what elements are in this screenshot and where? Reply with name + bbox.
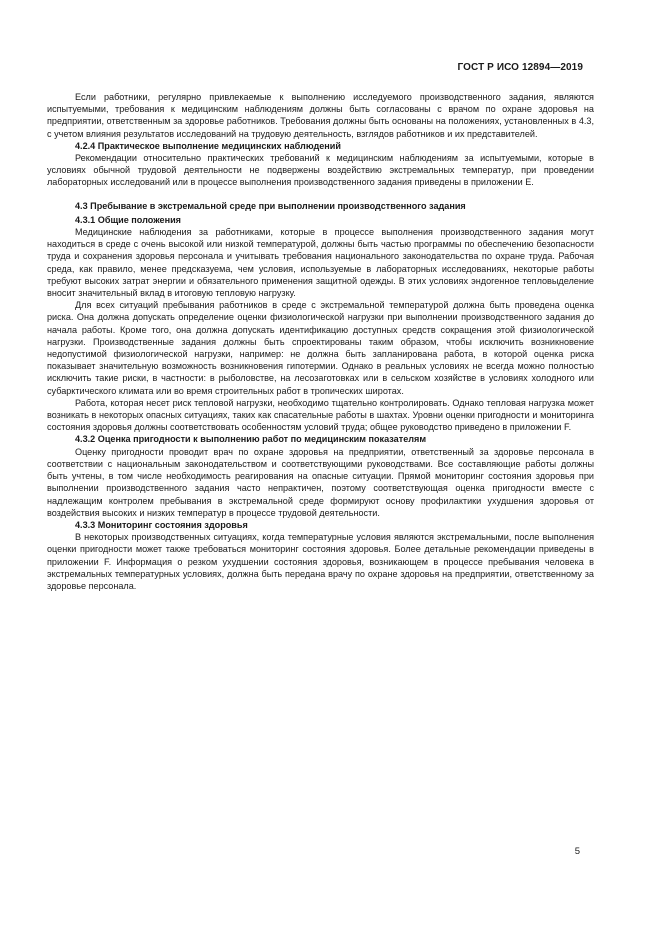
paragraph: В некоторых производственных ситуациях, когда температурные условия являются экстремальными, после выполнения оценки пригодности может также требоваться мониторинг состояния здоровья. Более детальные рекомендации приведены в приложении F. Информация о резком ухудшении состояния здоровья, возникающем в процессе пребывания человека в экстремальных температурных условиях, должна быть передана врачу по охране здоровья на предприятии, ответственному за здоровье персонала. (47, 532, 594, 591)
paragraph: Если работники, регулярно привлекаемые к выполнению исследуемого производственного задания, являются испытуемыми, требования к медицинским наблюдениям должны быть согласованы с врачом по охране здоровья на предприятии, ответственным за здоровье работников. Требования должны быть основаны на положениях, установленных в 4.3, с учетом влияния результатов исследований на трудовую деятельность, взглядов работников и их представителей. (47, 92, 594, 139)
document-body (47, 91, 594, 592)
paragraph: Работа, которая несет риск тепловой нагрузки, необходимо тщательно контролировать. Однако тепловая нагрузка может возникать в некоторых опасных ситуациях, таких как спасательные работы в шахтах. Уровни оценки пригодности и мониторинга состояния здоровья должны соответствовать особенностям условий труда; общее руководство приведено в приложении F. (47, 397, 594, 433)
subsection-heading: 4.3.2 Оценка пригодности к выполнению работ по медицинским показателям (75, 434, 427, 445)
subsection-heading: 4.3.3 Мониторинг состояния здоровья (75, 519, 248, 530)
subsection-heading: 4.2.4 Практическое выполнение медицинских наблюдений (75, 140, 341, 151)
paragraph: Медицинские наблюдения за работниками, которые в процессе выполнения производственного задания могут находиться в среде с очень высокой или низкой температурой, должны быть частью программы по обеспечению безопасности труда и сохранения здоровья персонала и учитывать требования национального законодательства по охране труда. Рабочая среда, как правило, менее предсказуема, чем условия, используемые в лабораторных исследованиях, некоторые работы требуют высоких затрат энергии и обязательного применения защитной одежды. В этих условиях эндогенное тепловыделение вносит значительный вклад в итоговую тепловую нагрузку. (47, 227, 594, 299)
page-number: 5 (574, 846, 580, 857)
standard-designation: ГОСТ Р ИСО 12894—2019 (457, 62, 583, 73)
paragraph: Для всех ситуаций пребывания работников в среде с экстремальной температурой должна быть проведена оценка риска. Она должна допускать определение оценки физиологической нагрузки при выполнении производственного задания до начала работы. Кроме того, она должна допускать идентификацию доступных средств сокращения этой физиологической нагрузки. Производственные задания должны быть спроектированы таким образом, чтобы исключить возникновение недопустимой физиологической нагрузки, например: не должна быть запланирована работа, в которой оценка риска показывает значительную возможность возникновения гипотермии. Однако в реальных условиях не всегда можно полностью исключить такие риски, в частности: в рыболовстве, на лесозаготовках или в сельском хозяйстве в условиях холодного или субарктического климата или во время строительных работ в тропических широтах. (47, 300, 594, 396)
paragraph: Рекомендации относительно практических требований к медицинским наблюдениям за испытуемыми, которые в условиях обычной трудовой деятельности не подвержены воздействию экстремальных температур, при проведении лабораторных исследований или в процессе выполнения производственного задания приведены в приложении Е. (47, 153, 594, 188)
subsection-heading: 4.3.1 Общие положения (75, 214, 181, 225)
paragraph: Оценку пригодности проводит врач по охране здоровья на предприятии, ответственный за здоровье персонала в соответствии с национальным законодательством и соответствующими руководствами. Все составляющие работы должны быть учтены, в том числе необходимость реагирования на опасные ситуации. Прямой мониторинг состояния здоровья при выполнении производственного задания часто непрактичен, поэтому соответствующая оценка пригодности вместе с надлежащим контролем пребывания в экстремальной среде формируют основу профилактики ухудшения здоровья от воздействия высоких и низких температур в процессе трудовой деятельности. (47, 446, 594, 518)
section-heading: 4.3 Пребывание в экстремальной среде при выполнении производственного задания (75, 200, 466, 211)
